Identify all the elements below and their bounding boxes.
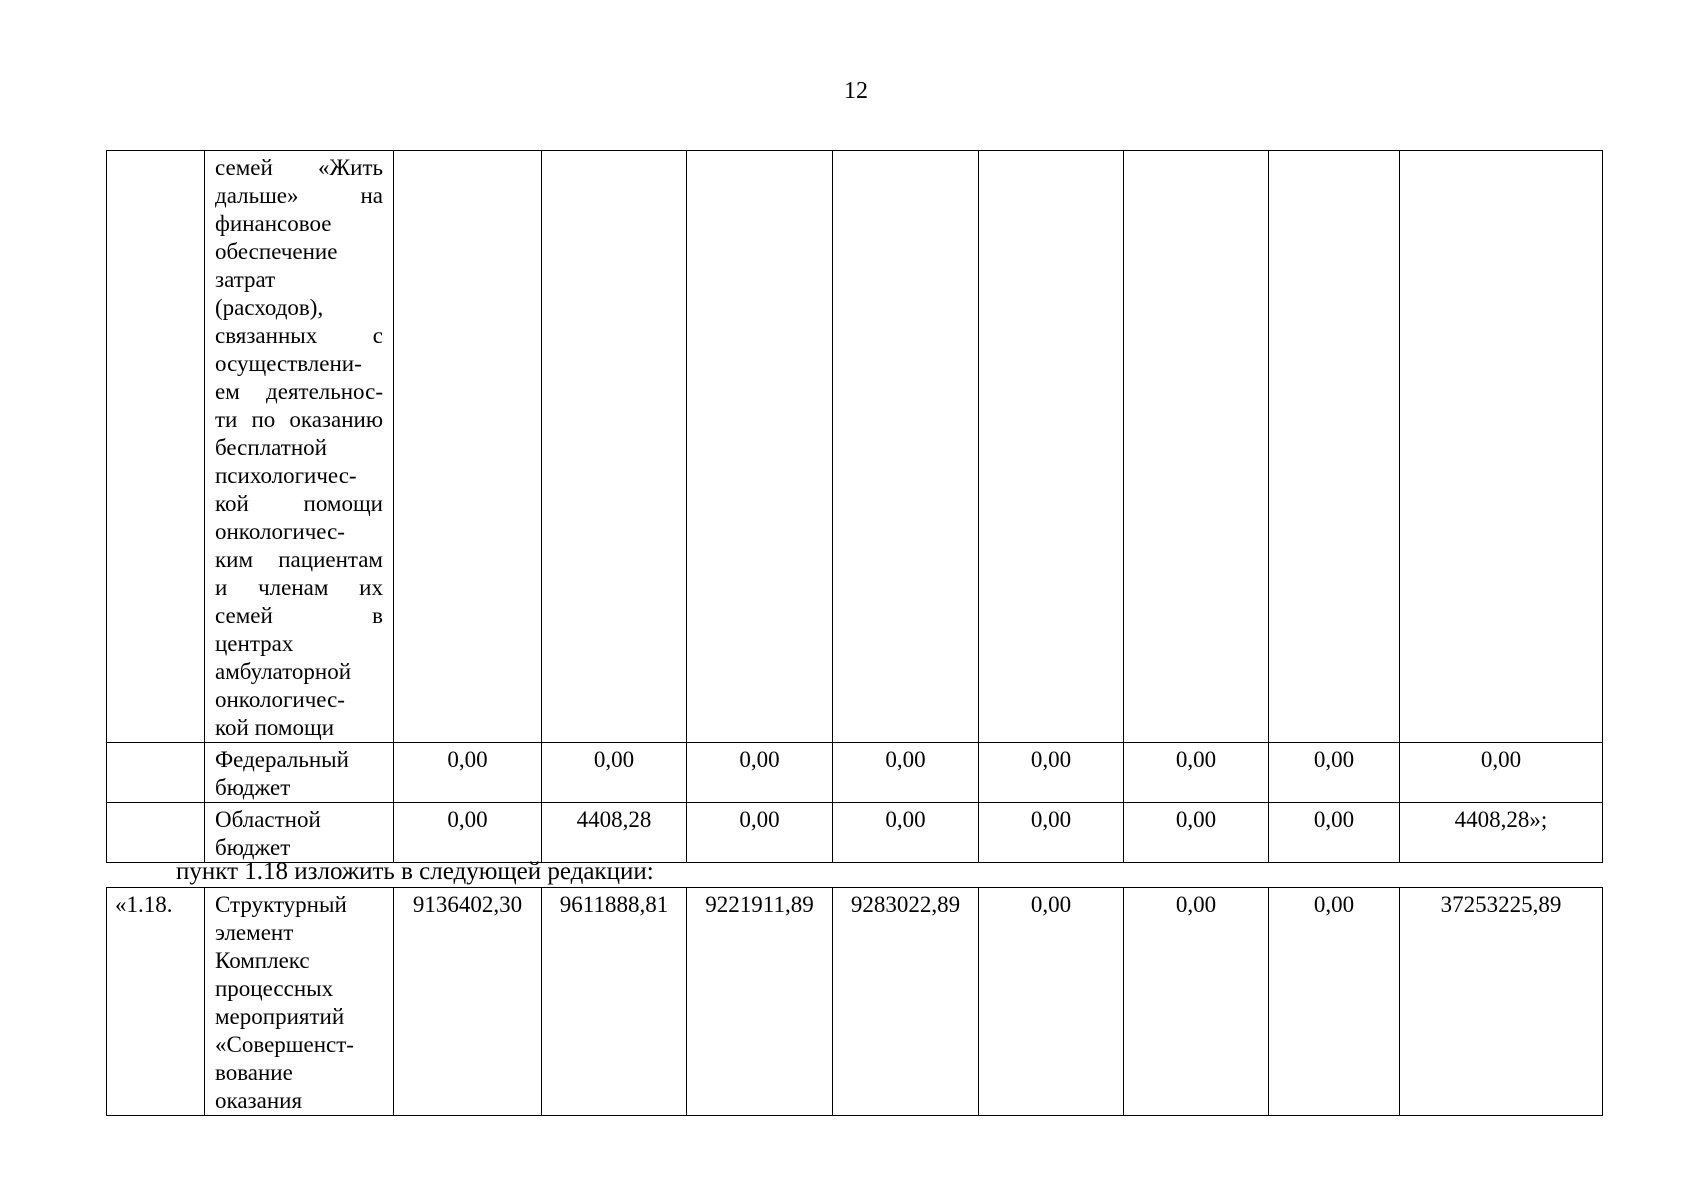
description-line: осуществлени- <box>215 351 362 376</box>
description-line: кой помощи <box>215 715 335 740</box>
row-label: Федеральный бюджет <box>205 743 394 803</box>
table-cell: 0,00 <box>542 743 687 803</box>
page-number: 12 <box>844 78 868 104</box>
table-cell: 0,00 <box>1124 803 1269 863</box>
table-cell: 0,00 <box>833 803 979 863</box>
table-cell: 4408,28»; <box>1400 803 1603 863</box>
description-line: центрах <box>215 631 294 656</box>
budget-table-item-1-18 <box>106 887 1603 1116</box>
description-line: вование <box>215 1060 293 1085</box>
table-cell: 4408,28 <box>542 803 687 863</box>
item-index: «1.18. <box>107 888 205 1116</box>
amendment-caption: пункт 1.18 изложить в следующей редакции: <box>176 858 654 885</box>
table-cell: 37253225,89 <box>1400 888 1603 1116</box>
description-line: психологичес- <box>215 463 357 488</box>
description-cell <box>205 151 394 743</box>
description-line: оказания <box>215 1088 303 1113</box>
table-cell: 0,00 <box>1400 743 1603 803</box>
table-cell: 0,00 <box>1124 743 1269 803</box>
description-line: элемент <box>215 920 294 945</box>
index-cell <box>107 151 205 743</box>
description-line: амбулаторной <box>215 659 352 684</box>
table-row-regional-budget <box>107 803 1603 863</box>
table-cell: 0,00 <box>394 743 542 803</box>
table-row <box>107 151 1603 743</box>
table-cell: 0,00 <box>979 888 1124 1116</box>
description-line: кой помощи <box>215 491 383 516</box>
description-line: онкологичес- <box>215 519 345 544</box>
description-line: семей «Жить <box>215 155 383 180</box>
description-cell <box>205 888 394 1116</box>
table-row-federal-budget <box>107 743 1603 803</box>
table-cell: 0,00 <box>394 803 542 863</box>
table-cell: 0,00 <box>979 743 1124 803</box>
description-line: ким пациентам <box>215 547 383 572</box>
description-line: Комплекс <box>215 948 310 973</box>
table-cell: 9283022,89 <box>833 888 979 1116</box>
description-line: и членам их <box>215 575 383 600</box>
description-line: процессных <box>215 976 334 1001</box>
table-cell: 0,00 <box>1269 888 1400 1116</box>
table-cell: 0,00 <box>833 743 979 803</box>
table-cell: 0,00 <box>687 743 833 803</box>
table-cell: 0,00 <box>979 803 1124 863</box>
description-line: семей в <box>215 603 383 628</box>
description-line: связанных с <box>215 323 383 348</box>
description-line: обеспечение <box>215 239 338 264</box>
table-cell: 0,00 <box>1269 803 1400 863</box>
description-line: онкологичес- <box>215 687 345 712</box>
description-line: «Совершенст- <box>215 1032 354 1057</box>
table-cell: 0,00 <box>1269 743 1400 803</box>
table-cell: 0,00 <box>687 803 833 863</box>
description-line: мероприятий <box>215 1004 345 1029</box>
description-line: финансовое <box>215 211 332 236</box>
description-line: (расходов), <box>215 295 324 320</box>
table-row <box>107 888 1603 1116</box>
row-label: Областной бюджет <box>205 803 394 863</box>
description-line: бесплатной <box>215 435 327 460</box>
table-cell: 9136402,30 <box>394 888 542 1116</box>
description-line: дальше» на <box>215 183 383 208</box>
table-cell: 9221911,89 <box>687 888 833 1116</box>
description-line: ти по оказанию <box>215 407 383 432</box>
table-cell: 9611888,81 <box>542 888 687 1116</box>
table-cell: 0,00 <box>1124 888 1269 1116</box>
description-line: затрат <box>215 267 276 292</box>
description-line: ем деятельнос- <box>215 379 383 404</box>
description-line: Структурный <box>215 892 347 917</box>
budget-table-continuation <box>106 150 1603 863</box>
